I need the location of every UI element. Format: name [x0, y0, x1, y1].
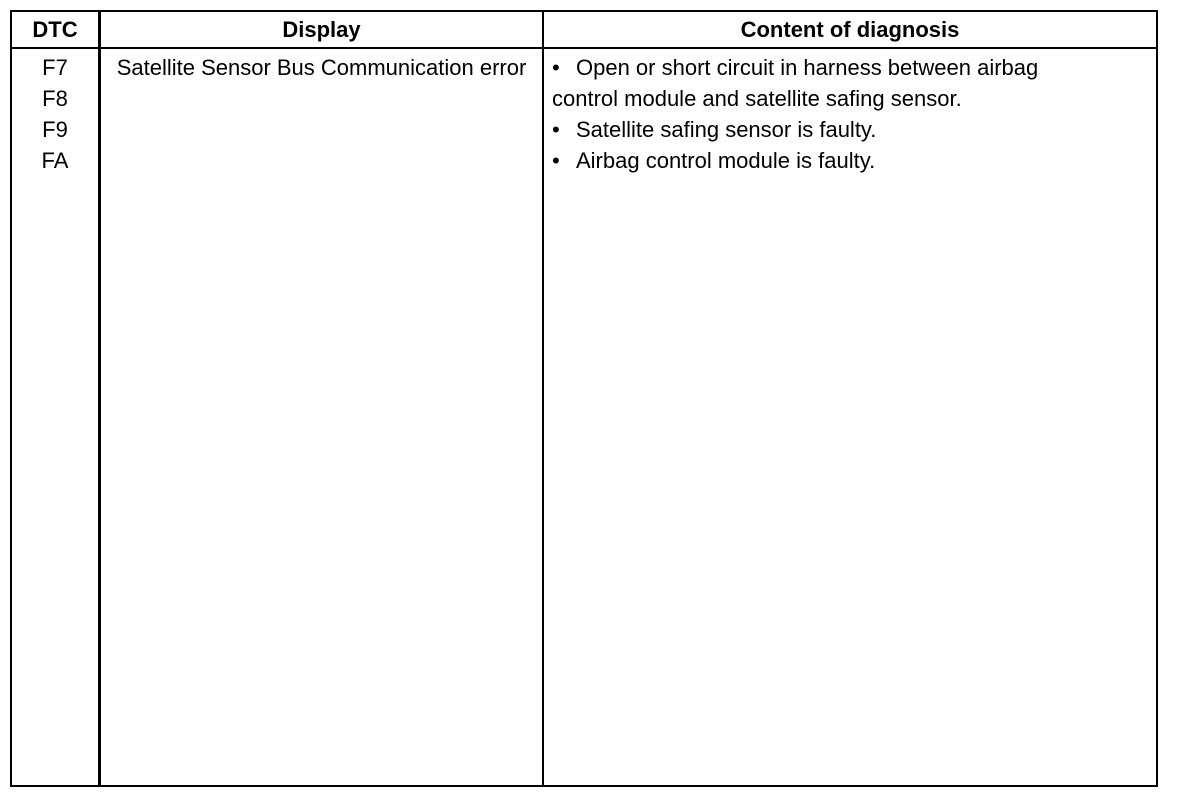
- diagnosis-text: Open or short circuit in harness between airbag: [576, 55, 1039, 80]
- dtc-code: F8: [42, 86, 68, 111]
- display-cell: [101, 52, 542, 83]
- content-cell: [552, 52, 1152, 176]
- diagnosis-text: Airbag control module is faulty.: [576, 148, 876, 173]
- diagnosis-text-continued: control module and satellite safing sensor.: [552, 86, 962, 111]
- bullet: •: [552, 117, 560, 142]
- column-divider: [542, 12, 544, 785]
- dtc-code: F9: [42, 117, 68, 142]
- diagnosis-item: [552, 52, 1152, 114]
- dtc-table: [10, 10, 1158, 787]
- dtc-code: F7: [42, 55, 68, 80]
- diagnosis-text: Satellite safing sensor is faulty.: [576, 117, 877, 142]
- dtc-codes-cell: [12, 52, 98, 176]
- diagnosis-item: [552, 145, 1152, 176]
- header-content: Content of diagnosis: [740, 17, 960, 42]
- column-divider: [98, 12, 101, 785]
- header-dtc: DTC: [32, 17, 78, 42]
- bullet: •: [552, 55, 560, 80]
- display-text: Satellite Sensor Bus Communication error: [116, 55, 527, 80]
- diagnosis-item: [552, 114, 1152, 145]
- dtc-code: FA: [41, 148, 69, 173]
- header-divider: [12, 47, 1156, 49]
- bullet: •: [552, 148, 560, 173]
- header-display: Display: [282, 17, 361, 42]
